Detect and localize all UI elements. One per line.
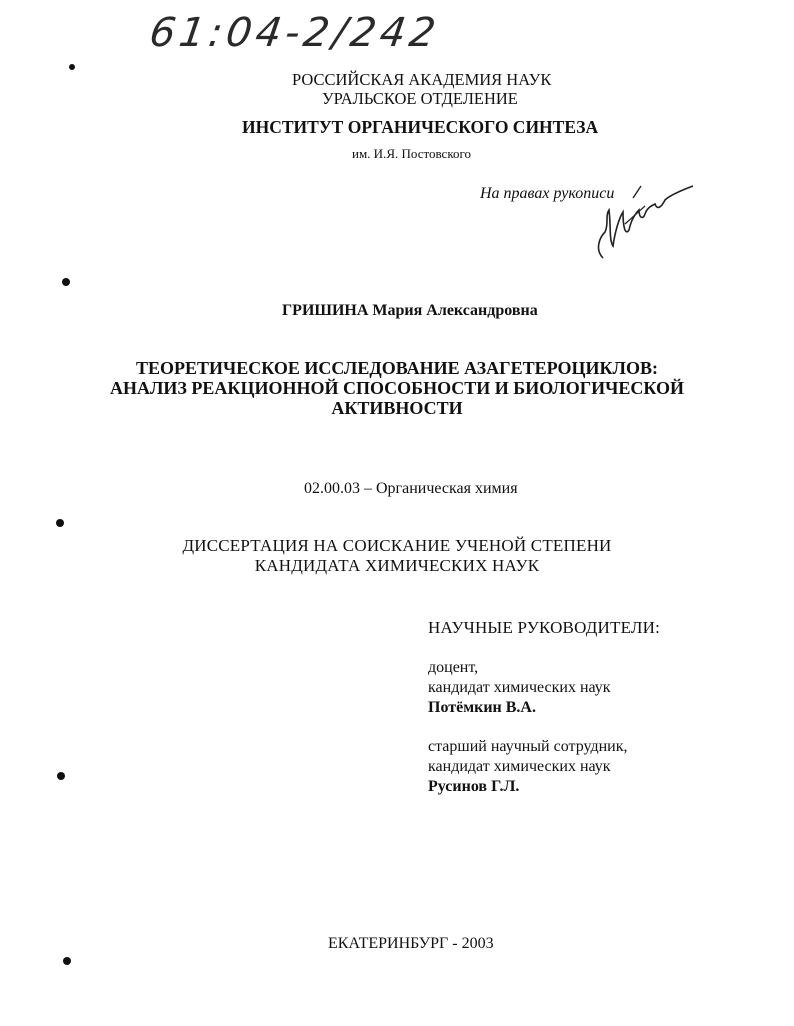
institute-name: ИНСТИТУТ ОРГАНИЧЕСКОГО СИНТЕЗА [242,117,599,137]
advisor-2-degree: кандидат химических наук [428,758,611,775]
manuscript-note: На правах рукописи [480,185,615,202]
advisor-2-position: старший научный сотрудник, [428,738,628,755]
title-line-3: АКТИВНОСТИ [331,398,463,418]
margin-dot [62,278,70,286]
institute-namesake: им. И.Я. Постовского [352,146,471,161]
dissertation-line-2: КАНДИДАТА ХИМИЧЕСКИХ НАУК [254,556,540,575]
margin-dot [63,957,71,965]
margin-dot [57,772,65,780]
title-line-1: ТЕОРЕТИЧЕСКОЕ ИССЛЕДОВАНИЕ АЗАГЕТЕРОЦИКЛОВ: [136,358,658,378]
advisor-2-name: Русинов Г.Л. [428,778,520,795]
title-line-2: АНАЛИЗ РЕАКЦИОННОЙ СПОСОБНОСТИ И БИОЛОГИЧЕСКОЙ [109,378,684,398]
dissertation-line-1: ДИССЕРТАЦИЯ НА СОИСКАНИЕ УЧЕНОЙ СТЕПЕНИ [182,536,612,555]
academy-branch: УРАЛЬСКОЕ ОТДЕЛЕНИЕ [322,89,518,108]
margin-dot [69,64,75,70]
advisor-1-degree: кандидат химических наук [428,679,611,696]
specialty: 02.00.03 – Органическая химия [304,480,518,497]
advisor-1-position: доцент, [428,659,479,676]
signature-icon [585,180,700,265]
author-name: ГРИШИНА Мария Александровна [282,302,538,319]
archive-number: 61:04-2/242 [146,10,443,56]
margin-dot [56,519,64,527]
advisor-1-name: Потёмкин В.А. [428,699,536,716]
city-year: ЕКАТЕРИНБУРГ - 2003 [328,935,494,952]
advisors-heading: НАУЧНЫЕ РУКОВОДИТЕЛИ: [428,618,661,637]
academy-name: РОССИЙСКАЯ АКАДЕМИЯ НАУК [292,70,552,89]
